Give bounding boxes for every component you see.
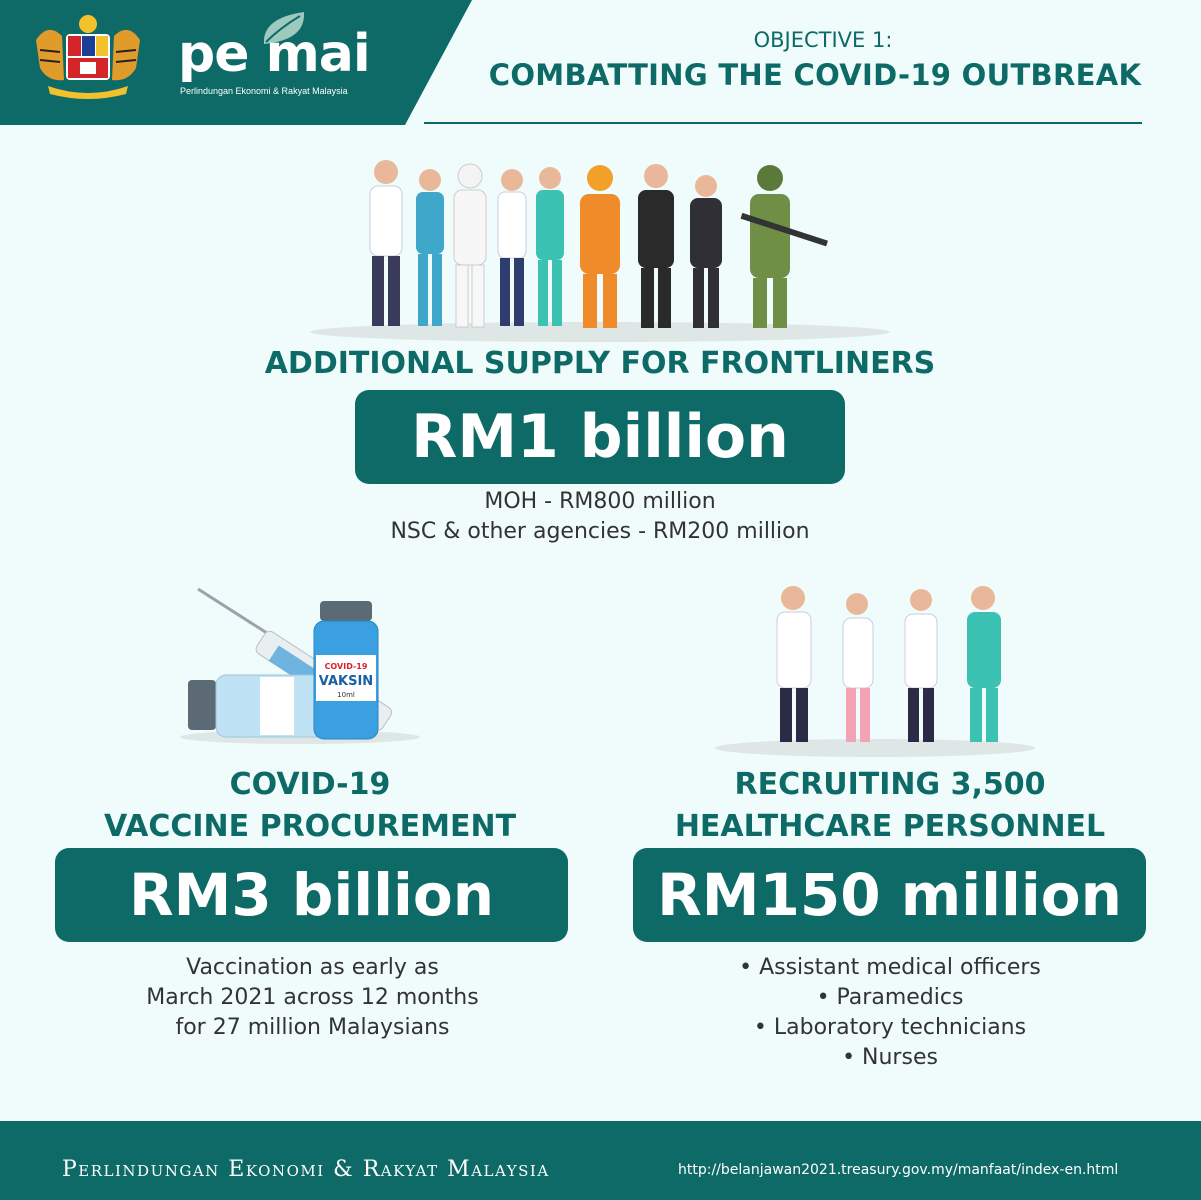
- nurse-figure: [416, 169, 444, 326]
- vaccine-illustration: [180, 585, 440, 747]
- healthcare-note-item: • Nurses: [842, 1045, 938, 1070]
- female-nurse-figure: [843, 593, 873, 742]
- police-officer-figure: [638, 164, 674, 328]
- title-divider: [424, 122, 1142, 124]
- healthcare-staff-illustration: [715, 580, 1035, 760]
- vaccine-heading: [40, 764, 580, 848]
- vaccine-note-line: Vaccination as early as: [186, 955, 439, 980]
- vaccine-vial-standing: [314, 601, 378, 739]
- vaccine-notes: [40, 953, 585, 1043]
- vaccine-heading-line: VACCINE PROCUREMENT: [103, 809, 517, 844]
- hazmat-worker-figure: [454, 164, 486, 327]
- doctor-figure: [370, 160, 402, 326]
- firefighter-figure: [580, 165, 620, 328]
- healthcare-note-item: • Assistant medical officers: [739, 955, 1041, 980]
- frontliners-note-line: NSC & other agencies - RM200 million: [390, 519, 810, 544]
- footer-url-link[interactable]: http://belanjawan2021.treasury.gov.my/manfaat/index-en.html: [678, 1162, 1119, 1178]
- page-title: COMBATTING THE COVID-19 OUTBREAK: [488, 58, 1142, 92]
- surgeon-figure: [498, 169, 526, 326]
- vaccine-note-line: March 2021 across 12 months: [146, 985, 479, 1010]
- vial-label-main: VAKSIN: [318, 674, 374, 689]
- frontliners-amount-badge: RM1 billion: [355, 390, 845, 484]
- policewoman-figure: [690, 175, 722, 328]
- vaccine-note-line: for 27 million Malaysians: [175, 1015, 450, 1040]
- frontliners-note-line: MOH - RM800 million: [484, 489, 716, 514]
- soldier-figure: [741, 165, 828, 328]
- vial-label-top: COVID-19: [324, 662, 368, 671]
- pemai-logo: [178, 24, 373, 100]
- pemai-wordmark: pe mai: [178, 24, 370, 84]
- vaccine-amount-badge: RM3 billion: [55, 848, 568, 942]
- footer-tagline: Perlindungan Ekonomi & Rakyat Malaysia: [62, 1157, 550, 1182]
- frontliners-heading: ADDITIONAL SUPPLY FOR FRONTLINERS: [264, 346, 936, 381]
- healthcare-note-item: • Laboratory technicians: [753, 1015, 1027, 1040]
- healthcare-note-item: • Paramedics: [816, 985, 964, 1010]
- medic-figure: [536, 167, 564, 326]
- healthcare-heading-line: HEALTHCARE PERSONNEL: [674, 809, 1106, 844]
- female-doctor-figure: [905, 589, 937, 742]
- male-nurse-figure: [967, 586, 1001, 742]
- male-doctor-figure: [777, 586, 811, 742]
- malaysia-coat-of-arms-icon: [28, 10, 148, 102]
- frontliners-illustration: [310, 150, 890, 345]
- pemai-subtitle: Perlindungan Ekonomi & Rakyat Malaysia: [180, 86, 348, 96]
- objective-label: OBJECTIVE 1:: [753, 28, 893, 52]
- healthcare-heading-line: RECRUITING 3,500: [734, 767, 1046, 802]
- vaccine-heading-line: COVID-19: [229, 767, 391, 802]
- healthcare-notes: [640, 953, 1140, 1073]
- frontliners-notes: [300, 487, 900, 547]
- vial-label-volume: 10ml: [337, 691, 355, 699]
- healthcare-heading: [600, 764, 1180, 848]
- healthcare-amount-badge: RM150 million: [633, 848, 1146, 942]
